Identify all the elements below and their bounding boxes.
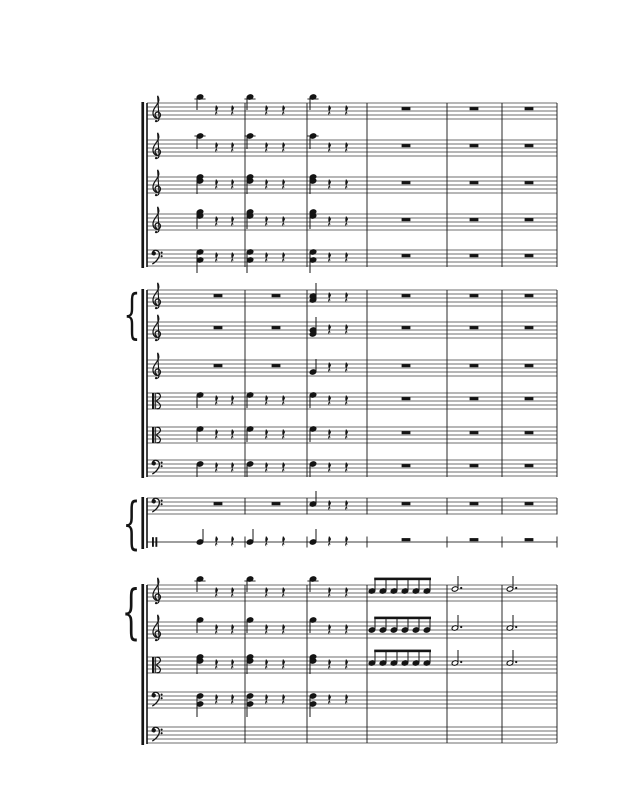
whole-rest: [470, 397, 479, 400]
percussion-clef-icon: [155, 537, 157, 547]
treble-clef-icon: [155, 231, 157, 233]
quarter-rest: [345, 105, 348, 116]
quarter-rest: [215, 252, 218, 263]
quarter-rest: [328, 216, 331, 227]
quarter-rest: [345, 429, 348, 440]
quarter-rest: [231, 252, 234, 263]
treble-clef-icon: [155, 602, 157, 604]
quarter-rest: [328, 324, 331, 335]
staff-brace: {: [121, 577, 141, 648]
alto-clef-icon: [155, 393, 156, 409]
whole-rest: [402, 464, 411, 467]
whole-rest: [470, 144, 479, 147]
treble-clef-icon: [155, 377, 157, 379]
quarter-rest: [345, 179, 348, 190]
quarter-rest: [328, 179, 331, 190]
whole-rest: [402, 538, 411, 541]
whole-rest: [214, 364, 223, 367]
quarter-rest: [328, 587, 331, 598]
staff-brace: {: [123, 284, 141, 347]
treble-clef-icon: [155, 157, 157, 159]
whole-rest: [470, 326, 479, 329]
percussion-clef-icon: [152, 537, 154, 547]
eighth-beam: [374, 650, 431, 653]
bass-clef-icon: [161, 500, 163, 502]
quarter-rest: [231, 462, 234, 473]
whole-rest: [272, 294, 281, 297]
quarter-rest: [328, 429, 331, 440]
bass-clef-icon: [161, 465, 163, 467]
whole-rest: [402, 364, 411, 367]
whole-rest: [525, 218, 534, 221]
quarter-rest: [328, 659, 331, 670]
whole-rest: [525, 538, 534, 541]
alto-clef-icon: [152, 393, 154, 409]
quarter-rest: [215, 179, 218, 190]
quarter-rest: [345, 536, 348, 547]
alto-clef-icon: [155, 427, 156, 443]
group-bracket: [141, 497, 144, 549]
quarter-rest: [328, 252, 331, 263]
augmentation-dot: [515, 661, 517, 663]
quarter-rest: [328, 624, 331, 635]
quarter-rest: [328, 694, 331, 705]
whole-rest: [470, 294, 479, 297]
whole-rest: [402, 181, 411, 184]
quarter-rest: [345, 587, 348, 598]
whole-rest: [402, 254, 411, 257]
augmentation-dot: [515, 587, 517, 589]
quarter-rest: [282, 536, 285, 547]
whole-rest: [525, 294, 534, 297]
augmentation-dot: [460, 587, 462, 589]
quarter-rest: [345, 624, 348, 635]
whole-rest: [525, 107, 534, 110]
treble-clef-icon: [155, 339, 157, 341]
quarter-rest: [265, 216, 268, 227]
eighth-beam: [374, 578, 431, 581]
whole-rest: [470, 107, 479, 110]
quarter-rest: [282, 142, 285, 153]
quarter-rest: [282, 252, 285, 263]
quarter-rest: [231, 587, 234, 598]
quarter-rest: [328, 105, 331, 116]
bass-clef-icon: [161, 732, 163, 734]
whole-rest: [525, 502, 534, 505]
quarter-rest: [215, 216, 218, 227]
whole-rest: [214, 502, 223, 505]
treble-clef-icon: [155, 639, 157, 641]
quarter-rest: [282, 179, 285, 190]
group-bracket: [141, 584, 144, 745]
quarter-rest: [328, 395, 331, 406]
quarter-rest: [231, 694, 234, 705]
eighth-beam: [374, 617, 431, 620]
quarter-rest: [282, 429, 285, 440]
whole-rest: [470, 464, 479, 467]
quarter-rest: [231, 142, 234, 153]
quarter-rest: [231, 624, 234, 635]
whole-rest: [525, 431, 534, 434]
quarter-rest: [345, 362, 348, 373]
augmentation-dot: [460, 661, 462, 663]
staff-brace: {: [122, 491, 141, 557]
augmentation-dot: [515, 626, 517, 628]
quarter-rest: [215, 624, 218, 635]
whole-rest: [470, 364, 479, 367]
quarter-rest: [231, 179, 234, 190]
whole-rest: [525, 364, 534, 367]
quarter-rest: [231, 536, 234, 547]
quarter-rest: [345, 324, 348, 335]
quarter-rest: [328, 292, 331, 303]
quarter-rest: [265, 142, 268, 153]
treble-clef-icon: [155, 120, 157, 122]
bass-clef-icon: [161, 729, 163, 731]
quarter-rest: [231, 216, 234, 227]
quarter-rest: [345, 142, 348, 153]
quarter-rest: [231, 659, 234, 670]
bass-clef-icon: [161, 694, 163, 696]
whole-rest: [402, 502, 411, 505]
whole-rest: [525, 254, 534, 257]
quarter-rest: [328, 536, 331, 547]
quarter-rest: [215, 536, 218, 547]
quarter-rest: [282, 216, 285, 227]
quarter-rest: [265, 252, 268, 263]
quarter-rest: [345, 252, 348, 263]
bass-clef-icon: [161, 503, 163, 505]
quarter-rest: [265, 429, 268, 440]
quarter-rest: [265, 694, 268, 705]
whole-rest: [525, 397, 534, 400]
quarter-rest: [282, 395, 285, 406]
quarter-rest: [282, 462, 285, 473]
quarter-rest: [215, 142, 218, 153]
whole-rest: [402, 107, 411, 110]
whole-rest: [402, 144, 411, 147]
augmentation-dot: [460, 626, 462, 628]
quarter-rest: [345, 292, 348, 303]
whole-rest: [470, 218, 479, 221]
quarter-rest: [215, 429, 218, 440]
whole-rest: [470, 538, 479, 541]
quarter-rest: [328, 142, 331, 153]
bass-clef-icon: [161, 697, 163, 699]
whole-rest: [525, 464, 534, 467]
quarter-rest: [215, 395, 218, 406]
quarter-rest: [328, 500, 331, 511]
quarter-rest: [345, 462, 348, 473]
quarter-rest: [265, 624, 268, 635]
whole-rest: [470, 181, 479, 184]
whole-rest: [214, 326, 223, 329]
whole-rest: [402, 431, 411, 434]
quarter-rest: [265, 105, 268, 116]
quarter-rest: [282, 659, 285, 670]
alto-clef-icon: [152, 427, 154, 443]
whole-rest: [470, 254, 479, 257]
quarter-rest: [265, 536, 268, 547]
quarter-rest: [231, 395, 234, 406]
group-bracket: [141, 102, 144, 268]
whole-rest: [525, 181, 534, 184]
bass-clef-icon: [161, 462, 163, 464]
quarter-rest: [345, 395, 348, 406]
quarter-rest: [265, 462, 268, 473]
whole-rest: [525, 326, 534, 329]
quarter-rest: [282, 587, 285, 598]
quarter-rest: [282, 694, 285, 705]
treble-clef-icon: [155, 194, 157, 196]
quarter-rest: [345, 659, 348, 670]
whole-rest: [525, 144, 534, 147]
whole-rest: [272, 364, 281, 367]
quarter-rest: [231, 429, 234, 440]
quarter-rest: [215, 105, 218, 116]
whole-rest: [402, 326, 411, 329]
whole-rest: [214, 294, 223, 297]
bass-clef-icon: [161, 255, 163, 257]
quarter-rest: [215, 587, 218, 598]
whole-rest: [470, 502, 479, 505]
bass-clef-icon: [161, 252, 163, 254]
quarter-rest: [265, 179, 268, 190]
whole-rest: [470, 431, 479, 434]
whole-rest: [402, 218, 411, 221]
quarter-rest: [345, 694, 348, 705]
group-bracket: [141, 289, 144, 478]
whole-rest: [272, 326, 281, 329]
quarter-rest: [265, 395, 268, 406]
quarter-rest: [215, 659, 218, 670]
treble-clef-icon: [155, 307, 157, 309]
quarter-rest: [265, 659, 268, 670]
quarter-rest: [215, 462, 218, 473]
quarter-rest: [231, 105, 234, 116]
quarter-rest: [282, 624, 285, 635]
quarter-rest: [328, 462, 331, 473]
quarter-rest: [345, 500, 348, 511]
quarter-rest: [215, 694, 218, 705]
quarter-rest: [345, 216, 348, 227]
alto-clef-icon: [152, 657, 154, 673]
whole-rest: [402, 397, 411, 400]
quarter-rest: [265, 587, 268, 598]
whole-rest: [402, 294, 411, 297]
whole-rest: [272, 502, 281, 505]
alto-clef-icon: [155, 657, 156, 673]
quarter-rest: [282, 105, 285, 116]
quarter-rest: [328, 362, 331, 373]
